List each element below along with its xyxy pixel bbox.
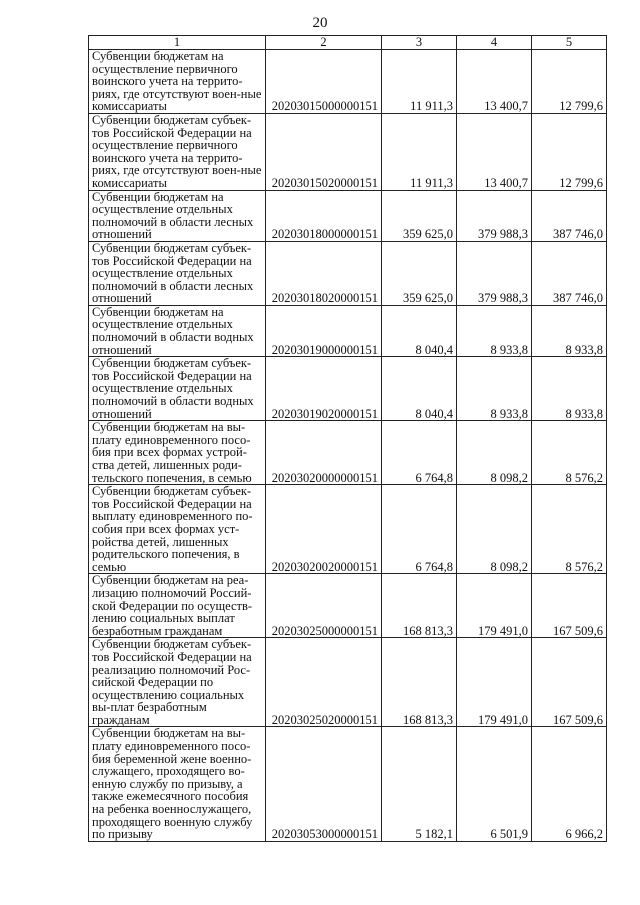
- row-value-col5-cell: 12 799,6: [532, 50, 607, 114]
- row-value-col3-cell: 359 625,0: [382, 190, 457, 241]
- row-value-col5-cell: 387 746,0: [532, 190, 607, 241]
- table-row: [89, 485, 607, 574]
- row-value-col4-cell: 8 933,8: [457, 305, 532, 356]
- row-value-col3-cell: 8 040,4: [382, 305, 457, 356]
- column-header-3: 3: [382, 36, 457, 50]
- row-name-cell: Субвенции бюджетам на реа-лизацию полномочий Россий-ской Федерации по осуществ-лению социальных выплат безработным гражданам: [89, 574, 266, 638]
- row-value-col5-cell: 167 509,6: [532, 574, 607, 638]
- row-name-cell: Субвенции бюджетам на осуществление отдельных полномочий в области водных отношений: [89, 305, 266, 356]
- row-name-cell: Субвенции бюджетам субъек-тов Российской Федерации на осуществление первичного воинского учета на террито-риях, где отсутствуют воен-ные комиссариаты: [89, 113, 266, 190]
- row-value-col3-cell: 6 764,8: [382, 421, 457, 485]
- row-value-col3-cell: 11 911,3: [382, 50, 457, 114]
- row-value-col3-cell: 11 911,3: [382, 113, 457, 190]
- row-value-col3-cell: 168 813,3: [382, 574, 457, 638]
- row-value-col5-cell: 8 576,2: [532, 485, 607, 574]
- row-value-col3-cell: 168 813,3: [382, 638, 457, 727]
- column-header-2: 2: [266, 36, 382, 50]
- row-value-col4-cell: 8 933,8: [457, 357, 532, 421]
- table-row: [89, 357, 607, 421]
- row-code-cell: 20203018020000151: [266, 241, 382, 305]
- table-row: [89, 113, 607, 190]
- row-value-col3-cell: 6 764,8: [382, 485, 457, 574]
- row-name-cell: Субвенции бюджетам субъек-тов Российской Федерации на осуществление отдельных полномочий в области водных отношений: [89, 357, 266, 421]
- row-value-col5-cell: 6 966,2: [532, 727, 607, 841]
- row-value-col4-cell: 179 491,0: [457, 574, 532, 638]
- row-code-cell: 20203019020000151: [266, 357, 382, 421]
- row-value-col4-cell: 379 988,3: [457, 190, 532, 241]
- table-header-row: [89, 36, 607, 50]
- row-value-col4-cell: 13 400,7: [457, 113, 532, 190]
- row-name-cell: Субвенции бюджетам на осуществление отдельных полномочий в области лесных отношений: [89, 190, 266, 241]
- table-row: [89, 50, 607, 114]
- row-code-cell: 20203020020000151: [266, 485, 382, 574]
- column-header-1: 1: [89, 36, 266, 50]
- row-value-col5-cell: 387 746,0: [532, 241, 607, 305]
- row-code-cell: 20203025000000151: [266, 574, 382, 638]
- row-name-cell: Субвенции бюджетам на вы-плату единовременного посо-бия беременной жене военно-служащего, проходящего во-енную службу по призыву, а также ежемесячного пособия на ребенка военнослужащего, проходящего военную службу по призыву: [89, 727, 266, 841]
- row-value-col4-cell: 179 491,0: [457, 638, 532, 727]
- row-value-col3-cell: 359 625,0: [382, 241, 457, 305]
- row-code-cell: 20203020000000151: [266, 421, 382, 485]
- table-body: [89, 50, 607, 842]
- row-value-col3-cell: 8 040,4: [382, 357, 457, 421]
- table-row: [89, 574, 607, 638]
- row-value-col5-cell: 12 799,6: [532, 113, 607, 190]
- row-value-col5-cell: 8 933,8: [532, 357, 607, 421]
- row-code-cell: 20203015020000151: [266, 113, 382, 190]
- row-value-col3-cell: 5 182,1: [382, 727, 457, 841]
- row-value-col4-cell: 8 098,2: [457, 485, 532, 574]
- column-header-5: 5: [532, 36, 607, 50]
- table-row: [89, 727, 607, 841]
- page-number: 20: [312, 15, 328, 31]
- row-code-cell: 20203015000000151: [266, 50, 382, 114]
- table-row: [89, 190, 607, 241]
- row-name-cell: Субвенции бюджетам на осуществление первичного воинского учета на террито-риях, где отсутствуют воен-ные комиссариаты: [89, 50, 266, 114]
- row-code-cell: 20203018000000151: [266, 190, 382, 241]
- row-value-col4-cell: 13 400,7: [457, 50, 532, 114]
- row-code-cell: 20203019000000151: [266, 305, 382, 356]
- row-name-cell: Субвенции бюджетам на вы-плату единовременного посо-бия при всех формах устрой-ства детей, лишенных роди-тельского попечения, в семью: [89, 421, 266, 485]
- row-value-col5-cell: 8 933,8: [532, 305, 607, 356]
- row-value-col4-cell: 8 098,2: [457, 421, 532, 485]
- row-code-cell: 20203025020000151: [266, 638, 382, 727]
- table-row: [89, 241, 607, 305]
- row-value-col5-cell: 8 576,2: [532, 421, 607, 485]
- column-header-4: 4: [457, 36, 532, 50]
- table-row: [89, 421, 607, 485]
- budget-table: [88, 35, 607, 842]
- row-value-col5-cell: 167 509,6: [532, 638, 607, 727]
- row-name-cell: Субвенции бюджетам субъек-тов Российской Федерации на выплату единовременного по-собия при всех формах уст-ройства детей, лишенных родительского попечения, в семью: [89, 485, 266, 574]
- table-row: [89, 305, 607, 356]
- row-name-cell: Субвенции бюджетам субъек-тов Российской Федерации на реализацию полномочий Рос-сийской Федерации по осуществлению социальных вы-плат безработным гражданам: [89, 638, 266, 727]
- row-code-cell: 20203053000000151: [266, 727, 382, 841]
- row-name-cell: Субвенции бюджетам субъек-тов Российской Федерации на осуществление отдельных полномочий в области лесных отношений: [89, 241, 266, 305]
- row-value-col4-cell: 379 988,3: [457, 241, 532, 305]
- row-value-col4-cell: 6 501,9: [457, 727, 532, 841]
- table-row: [89, 638, 607, 727]
